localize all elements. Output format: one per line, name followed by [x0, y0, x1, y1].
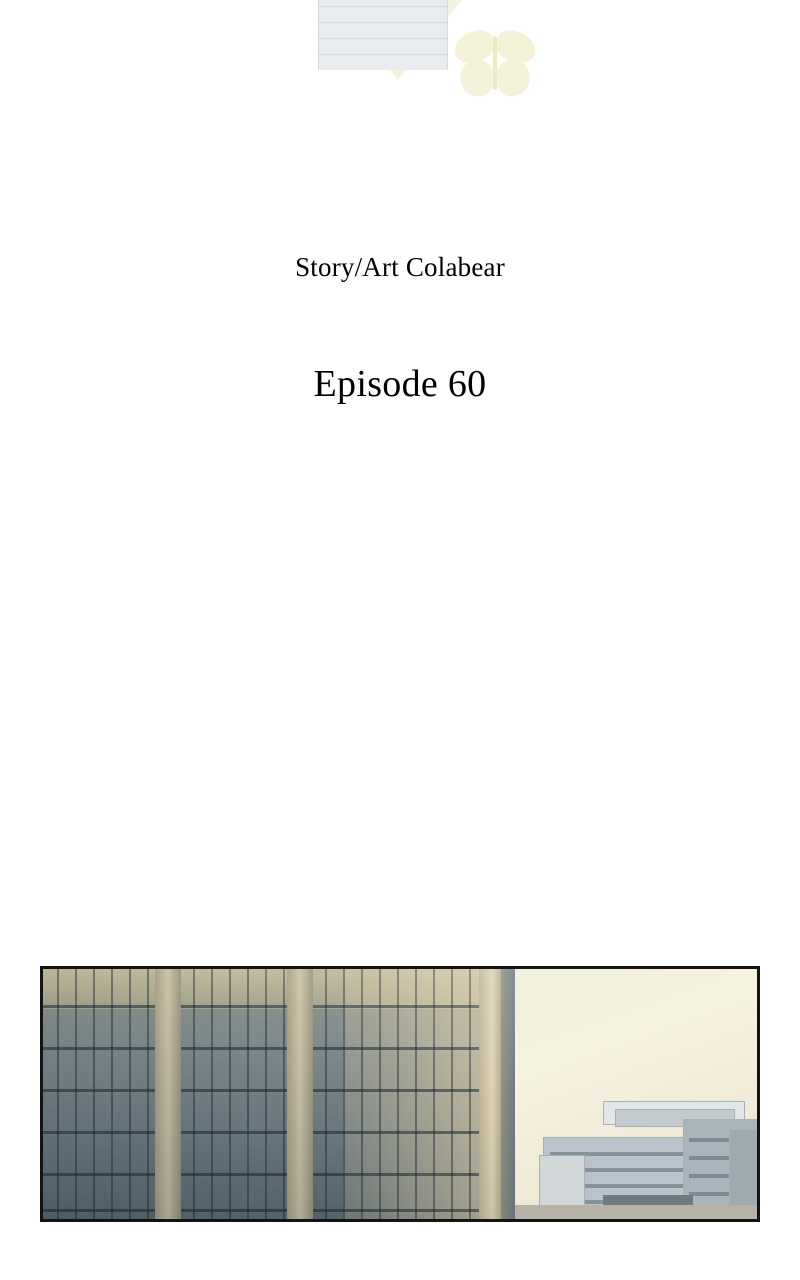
- glass-reflection: [43, 969, 515, 1219]
- comic-panel: [40, 966, 760, 1222]
- story-art-credit: Story/Art Colabear: [295, 252, 505, 282]
- butterfly-decoration: [452, 28, 538, 100]
- ground-plane: [513, 1205, 757, 1219]
- top-decoration-banner: [0, 0, 800, 120]
- paper-decoration: [318, 0, 448, 70]
- panel-artwork: [43, 969, 757, 1219]
- episode-title: Episode 60: [313, 363, 487, 405]
- glass-tower: [43, 969, 515, 1219]
